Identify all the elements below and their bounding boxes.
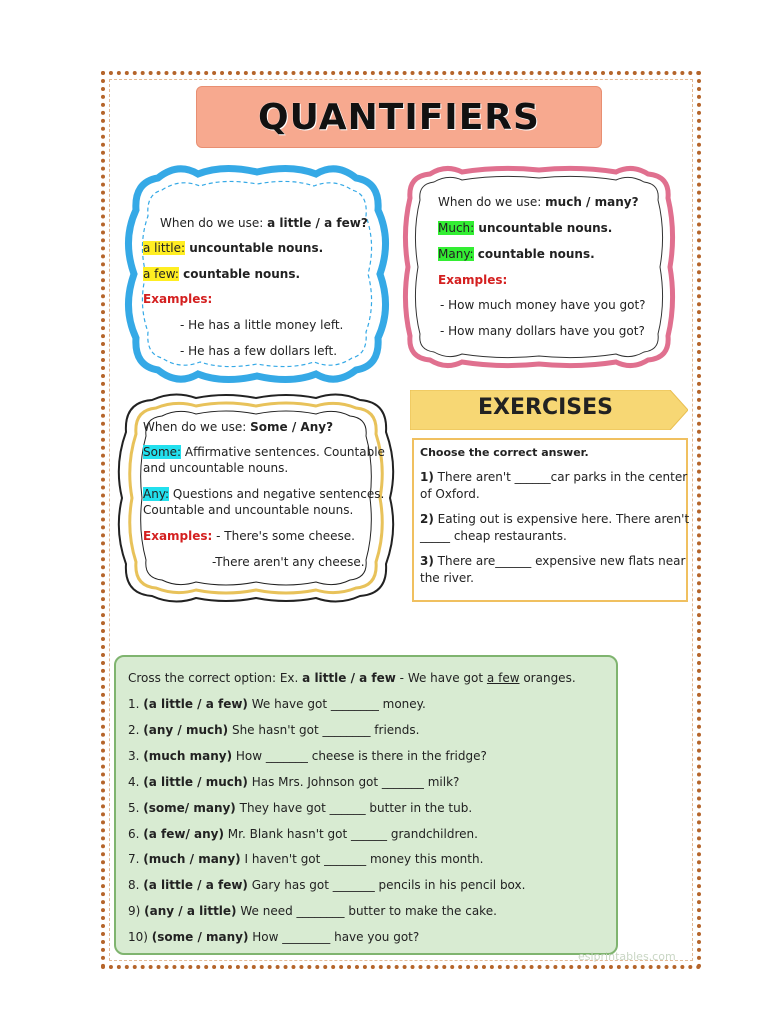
cross-item xyxy=(128,723,419,738)
cross-item-options: (a little / a few) xyxy=(143,878,248,893)
cross-item-options: (a little / much) xyxy=(143,774,248,789)
cross-item-sentence: Mr. Blank hasn't got ______ grandchildren. xyxy=(223,826,478,841)
some-any-example-1: Examples: - There's some cheese. xyxy=(143,529,355,543)
pink-frame-shape xyxy=(400,162,678,372)
cross-item xyxy=(128,827,478,842)
exercise-3-line-1: 3) There are______ expensive new flats near xyxy=(420,554,686,568)
few-definition: a few: countable nouns. xyxy=(143,267,301,281)
exercise-2-line-1: 2) Eating out is expensive here. There aren't xyxy=(420,512,690,526)
cross-item-sentence: How ________ have you got? xyxy=(248,930,420,945)
cross-item xyxy=(128,749,487,764)
cross-item-options: (much / many) xyxy=(143,852,241,867)
little-few-question: When do we use: a little / a few? xyxy=(160,216,368,230)
any-definition-1: Any: Questions and negative sentences. xyxy=(143,487,385,501)
cross-item-options: (any / much) xyxy=(143,722,229,737)
some-definition-1: Some: Affirmative sentences. Countable xyxy=(143,445,385,459)
little-definition: a little: uncountable nouns. xyxy=(143,241,324,255)
much-many-frame xyxy=(400,162,678,372)
much-many-question: When do we use: much / many? xyxy=(438,195,639,209)
cross-item-number: 1. xyxy=(128,697,144,711)
cross-item-number: 2. xyxy=(128,722,144,737)
cross-item xyxy=(128,775,459,790)
watermark: eslprintables.com xyxy=(578,950,676,963)
cross-item-sentence: Has Mrs. Johnson got _______ milk? xyxy=(247,774,460,789)
much-many-examples-label: Examples: xyxy=(438,273,508,287)
title-banner xyxy=(196,86,602,148)
cross-item-number: 8. xyxy=(128,878,144,893)
cross-item xyxy=(128,801,472,816)
page-title: QUANTIFIERS xyxy=(258,96,540,138)
cross-item-options: (some / many) xyxy=(151,930,249,945)
exercises-instruction: Choose the correct answer. xyxy=(420,446,589,459)
much-many-example-2: - How many dollars have you got? xyxy=(440,324,645,338)
cross-item-options: (any / a little) xyxy=(144,904,237,919)
many-definition: Many: countable nouns. xyxy=(438,247,595,261)
little-few-example-2: - He has a few dollars left. xyxy=(180,344,338,358)
much-many-example-1: - How much money have you got? xyxy=(440,298,646,312)
cross-item-sentence: They have got ______ butter in the tub. xyxy=(235,800,473,815)
some-definition-2: and uncountable nouns. xyxy=(143,461,289,475)
cross-item-sentence: How _______ cheese is there in the fridge? xyxy=(232,748,487,763)
exercises-heading: EXERCISES xyxy=(478,395,614,420)
cross-item-sentence: I haven't got _______ money this month. xyxy=(240,852,484,867)
cross-item xyxy=(128,878,525,893)
cross-item-sentence: We need ________ butter to make the cake. xyxy=(236,904,497,919)
little-few-example-1: - He has a little money left. xyxy=(180,318,344,332)
cross-item xyxy=(128,852,483,867)
cross-item-options: (a little / a few) xyxy=(143,697,248,711)
any-definition-2: Countable and uncountable nouns. xyxy=(143,503,354,517)
cross-item-sentence: Gary has got _______ pencils in his pencil box. xyxy=(247,878,526,893)
cross-item-number: 9) xyxy=(128,904,145,919)
cross-item-options: (some/ many) xyxy=(143,800,236,815)
exercise-1-line-2: of Oxford. xyxy=(420,487,480,501)
cross-item-number: 7. xyxy=(128,852,144,867)
cross-item-number: 10) xyxy=(128,930,152,945)
cross-intro: Cross the correct option: Ex. a little / a few - We have got a few oranges. xyxy=(128,671,576,685)
cross-item-number: 5. xyxy=(128,800,144,815)
exercise-1-line-1: 1) There aren't ______car parks in the center xyxy=(420,470,688,484)
exercise-3-line-2: the river. xyxy=(420,571,474,585)
cross-item xyxy=(128,697,426,712)
much-definition: Much: uncountable nouns. xyxy=(438,221,613,235)
cross-item-options: (much many) xyxy=(143,748,233,763)
little-few-examples-label: Examples: xyxy=(143,292,213,306)
cross-item xyxy=(128,930,419,945)
exercise-2-line-2: _____ cheap restaurants. xyxy=(420,529,567,543)
some-any-question: When do we use: Some / Any? xyxy=(143,420,334,434)
cross-item-sentence: We have got ________ money. xyxy=(247,697,426,711)
cross-item-number: 6. xyxy=(128,826,144,841)
cross-item-sentence: She hasn't got ________ friends. xyxy=(228,722,420,737)
some-any-example-2: -There aren't any cheese. xyxy=(212,555,365,569)
cross-item-number: 4. xyxy=(128,774,144,789)
cross-item-options: (a few/ any) xyxy=(143,826,224,841)
cross-item-number: 3. xyxy=(128,748,144,763)
cross-item xyxy=(128,904,497,919)
